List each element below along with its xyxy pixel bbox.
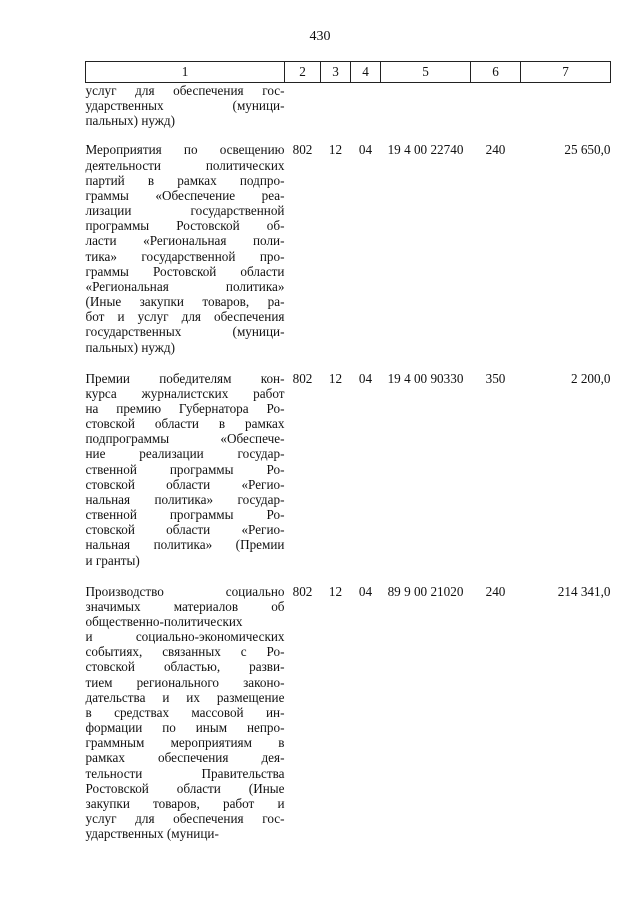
description-line: подпрограммы «Обеспече-	[85, 431, 285, 447]
row-description	[86, 83, 285, 143]
target-article-code: 19 4 00 90330	[387, 370, 464, 386]
description-line: услуг для обеспечения гос-	[85, 83, 285, 98]
description-line: ударственных (муници-	[85, 826, 219, 842]
section-code: 12	[328, 583, 343, 599]
expense-type-code: 240	[485, 583, 506, 599]
table-row	[86, 584, 611, 858]
description-line: тика» государственной про-	[85, 248, 285, 264]
description-line: пальных) нужд)	[85, 113, 176, 129]
target-article-code: 89 9 00 21020	[387, 583, 464, 599]
column-header-2: 2	[285, 62, 321, 83]
description-line: бот и услуг для обеспечения	[85, 309, 285, 325]
description-line: и гранты)	[85, 552, 140, 568]
description-line: Ростовской области (Иные	[85, 780, 285, 796]
column-header-5: 5	[381, 62, 471, 83]
amount: 214 341,0	[557, 583, 611, 599]
budget-table	[85, 61, 611, 857]
description-line: ние реализации государ-	[85, 446, 285, 462]
subsection-code: 04	[358, 370, 373, 386]
description-line: услуг для обеспечения гос-	[85, 811, 285, 827]
amount: 25 650,0	[564, 142, 611, 158]
description-line: закупки товаров, работ и	[85, 795, 285, 811]
description-line: стовской области «Регио-	[85, 522, 285, 538]
expense-type-code: 240	[485, 142, 506, 158]
description-line: дательства и их размещение	[85, 689, 285, 705]
description-line: государственных (муници-	[85, 324, 285, 340]
column-header-4: 4	[351, 62, 381, 83]
column-number-header	[86, 62, 611, 83]
description-line: «Региональная политика»	[85, 278, 285, 294]
ministry-code: 802	[292, 370, 313, 386]
target-article-code	[381, 83, 471, 143]
description-line: граммным мероприятиям в	[85, 735, 285, 751]
subsection-code: 04	[358, 583, 373, 599]
column-header-1: 1	[86, 62, 285, 83]
description-line: нальная политика» (Премии	[85, 537, 285, 553]
table-row	[86, 371, 611, 584]
row-description	[86, 371, 285, 584]
description-line: на премию Губернатора Ро-	[85, 400, 285, 416]
description-line: нальная политика» государ-	[85, 491, 285, 507]
description-line: граммы Ростовской области	[85, 263, 285, 279]
table-row	[86, 142, 611, 370]
description-line: рамках обеспечения дея-	[85, 750, 285, 766]
description-line: стовской области в рамках	[85, 416, 285, 432]
description-line: стовской области «Регио-	[85, 476, 285, 492]
description-line: программы Ростовской об-	[85, 218, 285, 234]
description-line: значимых материалов об	[85, 598, 285, 614]
column-header-3: 3	[321, 62, 351, 83]
section-code	[321, 83, 351, 143]
description-line: и социально-экономических	[85, 629, 285, 645]
description-line: общественно-политических	[85, 614, 243, 629]
table-row	[86, 83, 611, 143]
row-description	[86, 584, 285, 858]
column-header-7: 7	[521, 62, 611, 83]
description-line: Мероприятия по освещению	[85, 142, 285, 158]
description-line: формации по иным непро-	[85, 720, 285, 736]
target-article-code: 19 4 00 22740	[387, 142, 464, 158]
description-line: партий в рамках подпро-	[85, 172, 285, 188]
ministry-code	[285, 83, 321, 143]
section-code: 12	[328, 370, 343, 386]
description-line: деятельности политических	[85, 157, 285, 173]
description-line: Производство социально	[85, 583, 285, 599]
section-code: 12	[328, 142, 343, 158]
amount: 2 200,0	[570, 370, 611, 386]
description-line: тельности Правительства	[85, 765, 285, 781]
description-line: Премии победителям кон-	[85, 370, 285, 386]
description-line: ственной программы Ро-	[85, 507, 285, 523]
subsection-code	[351, 83, 381, 143]
page-number: 430	[309, 29, 331, 44]
ministry-code: 802	[292, 583, 313, 599]
description-line: курса журналистских работ	[85, 385, 285, 401]
column-header-6: 6	[471, 62, 521, 83]
description-line: ственной программы Ро-	[85, 461, 285, 477]
description-line: граммы «Обеспечение реа-	[85, 187, 285, 203]
expense-type-code	[471, 83, 521, 143]
description-line: (Иные закупки товаров, ра-	[85, 294, 285, 310]
amount	[521, 83, 611, 143]
expense-type-code: 350	[485, 370, 506, 386]
description-line: событиях, связанных с Ро-	[85, 644, 285, 660]
description-line: ласти «Региональная поли-	[85, 233, 285, 249]
description-line: ударственных (муници-	[85, 98, 285, 114]
ministry-code: 802	[292, 142, 313, 158]
description-line: лизации государственной	[85, 203, 285, 219]
row-description	[86, 142, 285, 370]
description-line: стовской областью, разви-	[85, 659, 285, 675]
subsection-code: 04	[358, 142, 373, 158]
description-line: в средствах массовой ин-	[85, 704, 285, 720]
description-line: тием регионального законо-	[85, 674, 285, 690]
description-line: пальных) нужд)	[85, 339, 176, 355]
